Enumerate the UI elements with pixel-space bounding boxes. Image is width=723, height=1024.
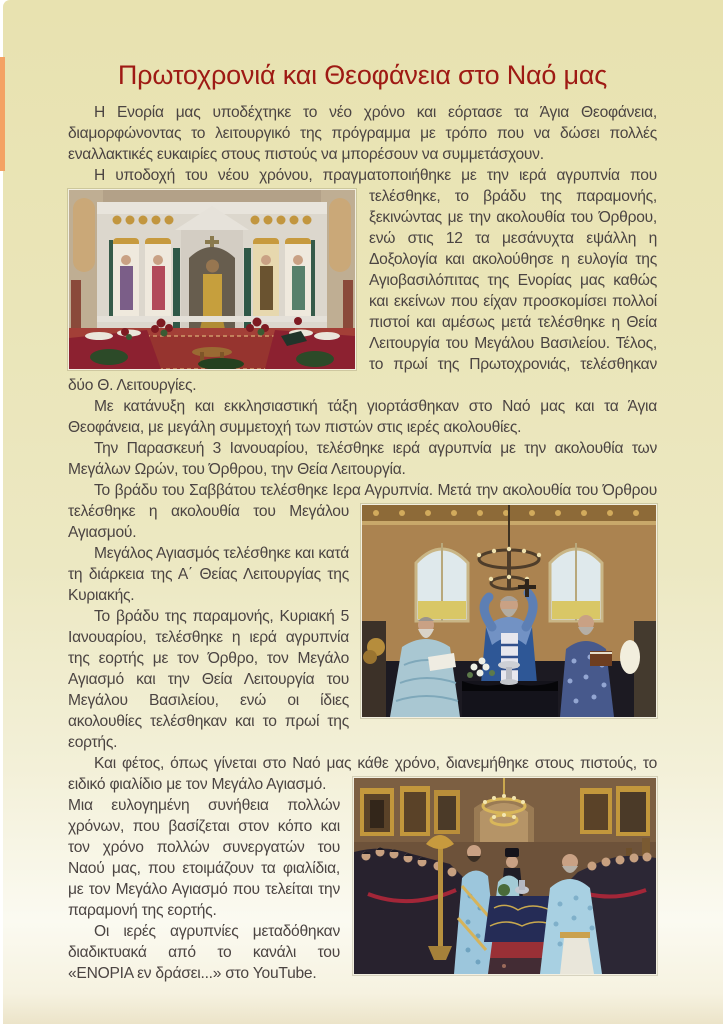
photo-blessing-congregation-image (353, 777, 657, 975)
paragraph-text: το βράδυ της παραμονής, ξεκινώντας με την ακολουθία του Όρθρου, ενώ στις 12 τα μεσάνυχτα εψάλλη η Δοξολογία και ακολούθησε η ευλογία της Αγιοβασιλόπιτας της Ενορίας μας καθώς και εκείνων που είχαν προσκομίσει πολλοί πιστοί και αμέσως μετά τελέσθηκε η Θεία Λειτουργία του Μεγάλου Βασιλείου. Τέλος, το πρωί της Πρωτοχρονιάς, τελέσθηκαν δύο Θ. Λειτουργίες. (68, 188, 657, 394)
paragraph-new-year-vigil (68, 165, 657, 396)
paragraph-text: φιαλίδιο με τον Μεγάλο Αγιασμό. (109, 776, 327, 793)
paragraph-theophany: Με κατάνυξη και εκκλησιαστική τάξη γιορτάσθηκαν στο Ναό μας και τα Άγια Θεοφάνεια, με μεγάλη συμμετοχή των πιστών στις ιερές ακολουθίες. (68, 398, 657, 436)
paragraph-vials (68, 753, 657, 795)
paragraph-great-agiasmos: Μεγάλος Αγιασμός τελέσθηκε και κατά τη διάρκεια της Α΄ Θείας Λειτουργίας της Κυριακής. (68, 545, 349, 604)
paragraph-tradition: Μια ευλογημένη συνήθεια πολλών χρόνων, που βασίζεται στον κόπο και τον χρόνο πολλών συνεργατών του Ναού μας, που ετοιμάζουν τα φιαλίδια, με τον Μεγάλο Αγιασμό που τελείται την παραμονή της εορτής. (68, 797, 340, 919)
paragraph-saturday-vigil (68, 480, 657, 543)
page-title: Πρωτοχρονιά και Θεοφάνεια στο Ναό μας (117, 60, 608, 90)
photo-iconostasis-image (68, 189, 356, 370)
paragraph-eve-vigil: Το βράδυ της παραμονής, Κυριακή 5 Ιανουαρίου, τελέσθηκε η ιερά αγρυπνία της εορτής με τον Όρθρο, τον Μεγάλο Αγιασμό και την Θεία Λειτουργία του Μεγάλου Βασιλείου, ενώ οι ίδιες ακολουθίες τελέσθηκαν και το πρωί της εορτής. (68, 608, 349, 751)
paragraph-text: Το βράδυ του Σαββάτου τελέσθηκε Ιερα Αγρυπνία. Μετά την ακολουθία του Όρθρου (94, 482, 657, 499)
paragraph-friday-vigil: Την Παρασκευή 3 Ιανουαρίου, τελέσθηκε ιερά αγρυπνία με την ακολουθία των Μεγάλων Ωρών, του Όρθρου, την Θεία Λειτουργία. (68, 440, 657, 478)
paragraph-text: Η υποδοχή του νέου χρόνου, πραγματοποιήθηκε με την ιερά αγρυπνία που τελέσθηκε, (94, 167, 657, 205)
article (68, 0, 657, 984)
photo-vigil-priests-image (361, 504, 657, 718)
paragraph-text: Και φέτος, όπως γίνεται στο Ναό μας κάθε χρόνο, διανεμήθηκε στους πιστούς, το ειδικό (68, 755, 657, 793)
paragraph-text: τελέσθηκε η ακολουθία του Μεγάλου Αγιασμού. (68, 503, 349, 541)
paragraph-intro: Η Ενορία μας υποδέχτηκε το νέο χρόνο και εόρτασε τα Άγια Θεοφάνεια, διαμορφώνοντας το λειτουργικό της πρόγραμμα με τρόπο που να δώσει πολλές εναλλακτικές ευκαιρίες στους πιστούς να μπορέσουν να συμμετάσχουν. (68, 104, 657, 163)
page-background (3, 0, 723, 1024)
left-edge-accent (0, 57, 5, 171)
paragraph-youtube: Οι ιερές αγρυπνίες μεταδόθηκαν διαδικτυακά από το κανάλι του «ΕΝΟΡΙΑ εν δράσει...» στο YouTube. (68, 923, 340, 982)
